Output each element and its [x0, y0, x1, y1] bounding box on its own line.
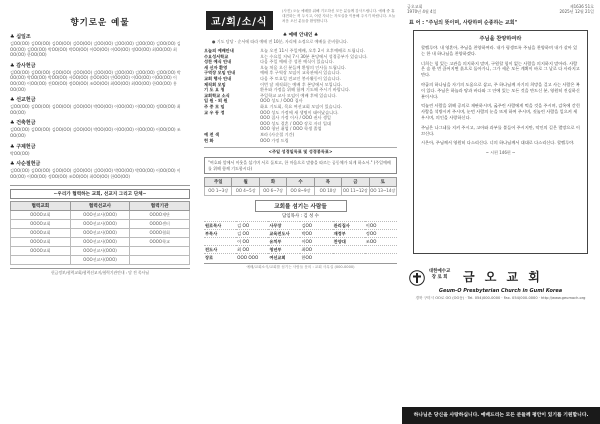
table-cell: OOO선교사(OOO) [70, 238, 130, 247]
table-cell: OOOO교회 [11, 247, 71, 256]
staff-name: 이 OO [236, 238, 268, 246]
issue-number: 제1636 51호 [569, 4, 594, 9]
staff-role: 찬양대 [333, 238, 365, 246]
schedule-reading: OO 10장 [314, 187, 341, 196]
table-cell: OOO선교사(OOO) [70, 229, 130, 238]
notice-label: 교회학교 소식 [204, 92, 230, 98]
psalm-paragraph: 시온아, 주님께서 영원히 다스리신다. 너의 하나님께서 대대로 다스리신다. 할렐루야. [421, 140, 575, 146]
notice-label: 구역장 모임 안내 [204, 70, 236, 76]
schedule-day: 화 [259, 178, 286, 187]
schedule-day: 수 [287, 178, 314, 187]
founded-date: 1970년 4월 4일 [407, 9, 437, 14]
news-footer: 예배/교회소식/교회를 섬기는 사람들 문의 : 교회 사무실 (000-0000) [204, 263, 397, 270]
offering-section [10, 96, 190, 115]
news-header-note: (사진) 오늘 예배를 위해 기도하신 모든 분들께 감사드립니다. 예배 중 휴대전화는 꺼 두시고, 어린 자녀는 자모실을 이용해 주시기 바랍니다. 오늘 처음 오신 분들을 환영합니다. [282, 9, 396, 23]
staff-table [204, 221, 397, 261]
offering-names: 김OO(OO) 김OO(OO) 김OO(OO) 김OO(OO) 김OO(OO) 박OO(OO) 박OO(OO) 이OO(OO) 이OO(OO) 이OO(OO) 정OO(OO) 조OO(OO) 최OO(OO) 한OO(OO) [10, 168, 181, 179]
staff-role: 장로 [204, 254, 236, 262]
cover-panel [402, 0, 600, 424]
notice-label: 성찬 예식 안내 [204, 59, 232, 65]
offering-names: 김OO(OO) 김OO(OO) 김OO(OO) 김OO(OO) 박OO(OO) 이OO(OO) 이OO(OO) 이OO(OO) 조OO(OO) [10, 127, 181, 138]
table-cell [130, 247, 190, 256]
schedule-text: "여호와 앞에서 이웃을 섬기며 서로 돌보고, 한 마음으로 말씀을 따르는 공동체가 되게 하소서." (주일예배를 위해 함께 기도합시다) [204, 157, 397, 174]
notice-label: 제직회 모임 [204, 81, 226, 87]
offering-sections [10, 33, 190, 179]
notice-text: 이번 달 제직회는 예배 후 본당에서 모입니다. [260, 81, 343, 87]
welcome-subtext: ● 기도 담당 - 순서에 따라 예배 전 10분, 자리에 소정으로 예배를 준비합니다. [212, 39, 349, 44]
offering-names: 박OO(OO) [10, 150, 30, 156]
staff-name: 정OO [365, 230, 397, 238]
table-row [11, 229, 190, 238]
cross-emblem-icon [409, 270, 425, 286]
notice-item [204, 138, 397, 144]
news-panel [200, 0, 400, 424]
news-header [204, 8, 397, 30]
staff-role [204, 238, 236, 246]
schedule-reading: OO 6~7장 [259, 187, 286, 196]
table-row [11, 247, 190, 256]
offering-section [10, 62, 190, 92]
table-row [204, 222, 397, 230]
notice-label: 주 중 모 임 [204, 103, 225, 109]
issue-info [407, 4, 594, 14]
schedule-reading: OO 13~14장 [369, 187, 396, 196]
staff-name: 이OO [365, 222, 397, 230]
offering-heading: ♣ 감사헌금 [10, 62, 36, 69]
staff-name: 조OO [365, 238, 397, 246]
staff-title: 교회를 섬기는 사람들 [255, 200, 347, 212]
notice-label: 오늘의 예배안내 [204, 48, 234, 53]
table-cell: OOOO교회 [11, 211, 71, 220]
offering-heading: ♣ 사순절헌금 [10, 161, 41, 168]
notice-text: OOO 청년 취업 / OOO 학생 졸업 [260, 126, 322, 132]
staff-name: 김OO [300, 222, 332, 230]
table-cell: OOO선교사(OOO) [70, 211, 130, 220]
denomination: 대한예수교 장 로 회 [429, 269, 451, 280]
notice-label: 헌 화 [204, 137, 214, 143]
notice-label: 예 전 색 [204, 131, 220, 137]
table-cell: OOO선교사(OOO) [70, 220, 130, 229]
staff-role [333, 246, 365, 254]
notice-text: OOO 가정 드림 [260, 137, 289, 143]
table-cell: OOOO협회 [130, 229, 190, 238]
staff-name: 김 OO [236, 230, 268, 238]
welcome-heading: ♣ 예배 안내인 ♣ [282, 33, 319, 38]
partners-header: 협력기관 [130, 202, 190, 211]
table-row [204, 254, 397, 262]
staff-role: 전도사 [204, 246, 236, 254]
staff-name [365, 246, 397, 254]
staff-role: 재정부 [333, 230, 365, 238]
divider [10, 185, 190, 186]
offering-heading: ♣ 건축헌금 [10, 120, 36, 127]
offering-section [10, 33, 190, 58]
schedule-day: 금 [342, 178, 369, 187]
notice-label: 교회 행사 안내 [204, 75, 232, 81]
notice-text: 주일학교 교사 모임이 예배 후에 있습니다. [260, 92, 337, 98]
news-title: 교/회/소/식 [206, 11, 273, 30]
table-cell: OOOO센터 [130, 220, 190, 229]
staff-role: 부목사 [204, 230, 236, 238]
psalm-paragraph: 너희는 힘 있는 고관을 의지하지 말며, 구원할 힘이 없는 사람을 의지하지 말아라. 사람은 숨 한 번 끊어지면 흙으로 돌아가니, 그가 세운 모든 계획이 바로 그 날로 다 사라지고 만다. [421, 60, 580, 78]
notice-text: 다음 주 토요일 전교인 봉사활동이 있습니다. [260, 75, 341, 81]
offerings-panel [0, 0, 196, 424]
table-cell [130, 256, 190, 265]
table-row [204, 246, 397, 254]
notice-text: 예배 후 구역장 모임이 교육관에서 있습니다. [260, 70, 341, 76]
notice-list [204, 48, 397, 143]
staff-role: 여선교회 [268, 254, 300, 262]
notice-label: 수요성서학교 [204, 53, 229, 59]
schedule-reading: OO 1~3장 [205, 187, 232, 196]
church-address: 경북 구미시 OO로 OO (OO동) · Tel. 054)000-0000 · Fax. 054)000-0000 · http://www.geumoch.org [415, 296, 586, 300]
table-row [11, 256, 190, 265]
offering-section [10, 119, 190, 138]
offering-heading: ♣ 십일조 [10, 34, 31, 40]
schedule-day: 주일 [205, 178, 232, 187]
table-cell: OOOO교회 [11, 238, 71, 247]
staff-role: 원로목사 [204, 222, 236, 230]
offering-names: 김OO(OO) 김OO(OO) 김OO(OO) 김OO(OO) 김OO(OO) 김OO(OO) 김OO(OO) 김OO(OO) 박OO(OO) 박OO(OO) 박OO(OO) 서OO(OO) 송OO(OO) 안OO(OO) 이OO(OO) 이OO(OO) 이OO(OO) 이OO(OO) 전OO(OO) 정OO(OO) 조OO(OO) 최OO(OO) 최OO(OO) 한OO(OO) 홍OO(OO) [10, 69, 181, 92]
offerings-title: 향기로운 예물 [70, 18, 130, 28]
notice-text: OOO 집사 가정 이사 / OOO 권사 생일 [260, 115, 331, 121]
staff-role [333, 254, 365, 262]
psalm-source: ~ 시편 146편 ~ [485, 150, 516, 156]
staff-name: OOO OOO [236, 254, 268, 262]
notice-text: 보라 (사순절 기간) [260, 131, 295, 137]
partners-table [10, 201, 190, 265]
table-row [11, 238, 190, 247]
staff-role: 청년부 [268, 246, 300, 254]
notice-text: 환우와 가정을 위해 함께 기도해 주시기 바랍니다. [260, 87, 351, 93]
table-row [11, 220, 190, 229]
church-name: 금 오 교 회 [463, 270, 543, 284]
psalm-paragraph: 억눌린 사람을 위해 공의로 재판하시며, 굶주린 사람에게 먹을 것을 주시며, 감옥에 갇힌 사람을 석방시켜 주시며, 눈먼 사람의 눈을 뜨게 하여 주시며, 짓눌린 사람을 일으켜 세우시며, 의인을 사랑하신다. [421, 103, 580, 120]
notice-text: OOO 성도 결혼 / OOO 장로 자녀 입대 [260, 120, 331, 126]
staff-name: 박OO [300, 230, 332, 238]
schedule-reading: OO 4~5장 [232, 187, 259, 196]
notice-text: OOO 성도 / OOO 집사 [260, 98, 303, 104]
staff-name: 한OO [300, 254, 332, 262]
staff-name [365, 254, 397, 262]
schedule-title: <주일 성경일독표 및 성경봉독표> [204, 147, 397, 155]
table-cell: OOOO재단 [130, 211, 190, 220]
staff-role: 관리집사 [333, 222, 365, 230]
schedule-reading: OO 11~12장 [342, 187, 369, 196]
psalm-title: 주님을 찬양하여라 [479, 36, 522, 42]
schedule-day: 토 [369, 178, 396, 187]
offering-names: 김OO(OO) 김OO(OO) 김OO(OO) 김OO(OO) 박OO(OO) 이OO(OO) 이OO(OO) 정OO(OO) 최OO(OO) [10, 104, 181, 115]
table-cell: OOOO교회 [11, 220, 71, 229]
psalm-paragraph: 야곱의 하나님을 자기의 도움으로 삼고, 주 하나님께 자기의 희망을 걸고 사는 사람은 복이 있다. 주님은 하늘과 땅과 바다와 그 안에 있는 모든 것을 만드신 분, 영원히 진실하신 분이시다. [421, 81, 580, 99]
offering-names: 김OO(OO) 김OO(OO) 김OO(OO) 김OO(OO) 김OO(OO) 김OO(OO) 김OO(OO) 김OO(OO) 김OO(OO) 김OO(OO) 박OO(OO) 박OO(OO) 이OO(OO) 이OO(OO) 정OO(OO) 최OO(OO) 최OO(OO) 한OO(OO) [10, 41, 181, 58]
table-cell: OOO선교사(OOO) [70, 256, 130, 265]
offering-section [10, 143, 190, 157]
staff-subtitle: 담임목사 : 김 성 수 [282, 214, 319, 220]
offerings-footer: 헌금정보/협력교회/협력선교지/협력기관안내 : 담 전 목사님 [10, 268, 190, 276]
staff-name: 김 OO [236, 222, 268, 230]
notice-label: 기 도 요 청 [204, 87, 225, 93]
staff-role: 유치부 [268, 238, 300, 246]
table-cell: OOOO교회 [11, 229, 71, 238]
notice-label: 새 신자 환영 [204, 64, 228, 70]
staff-name: 이OO [300, 238, 332, 246]
partners-header: 협력교회 [11, 202, 71, 211]
notice-text: 다음 주일 예배 중 성찬 예식이 있습니다. [260, 59, 335, 65]
blessing-banner: 하나님은 당신을 사랑하십니다. 예배드리는 모든 분들께 평안이 있기를 기원합니다. [402, 407, 600, 424]
psalm-paragraph: 할렐루야. 내 영혼아, 주님을 찬양하여라. 내가 평생토록 주님을 찬양하며 내가 살아 있는 한 내 하나님을 찬양하겠다. [421, 45, 578, 56]
schedule-day: 목 [314, 178, 341, 187]
church-english-name: Geum-O Presbyterian Church in Gumi Korea [438, 288, 563, 294]
table-row [204, 230, 397, 238]
notice-text: OOO 성도 가정에 새 생명이 태어났습니다. [260, 109, 339, 115]
offering-section [10, 160, 190, 179]
table-cell: OOOO학교 [130, 238, 190, 247]
notice-label: 입 원 · 퇴 원 [204, 98, 228, 104]
notice-text: 오늘 처음 오신 분들께 환영의 인사를 드립니다. [260, 64, 347, 70]
offering-heading: ♣ 구제헌금 [10, 143, 36, 150]
staff-role: 사무장 [268, 222, 300, 230]
psalm-body [421, 45, 580, 146]
table-row [204, 238, 397, 246]
psalm-box [413, 30, 588, 254]
schedule-reading: OO 8~9장 [287, 187, 314, 196]
church-motto: 표 어 : "주님의 뜻이며, 사랑하며 순종하는 교회" [409, 20, 518, 26]
table-cell [11, 256, 71, 265]
staff-name: 최OO [300, 246, 332, 254]
notice-label: 교 우 동 정 [204, 109, 225, 115]
partners-header: 협력선교사 [70, 202, 130, 211]
notice-text: 화요 기도회, 목요 여선교회 모임이 있습니다. [260, 103, 343, 109]
schedule-table [204, 177, 397, 196]
table-cell: OOO선교사(OOO) [70, 247, 130, 256]
schedule-day: 월 [232, 178, 259, 187]
notice-text: 오늘 오전 11시 주일예배, 오후 2시 오후예배로 드립니다. [260, 48, 365, 53]
offering-heading: ♣ 선교헌금 [10, 97, 36, 104]
partners-title: ~우리가 협력하는 교회, 선교지 그리고 단체~ [10, 189, 190, 199]
notice-text: 오는 수요일 저녁 7시 30분 본당에서 성경공부가 있습니다. [260, 53, 368, 59]
church-short: 금오교회 [407, 4, 423, 9]
staff-role: 교육전도사 [268, 230, 300, 238]
psalm-paragraph: 주님은 나그네를 지켜 주시고, 고아와 과부를 붙들어 주시지만, 악인의 길은 멸망으로 이끄신다. [421, 124, 580, 136]
table-row [11, 211, 190, 220]
church-identity [407, 268, 594, 324]
staff-name: 최 OO [236, 246, 268, 254]
issue-date: 2025년 12월 21일 [559, 9, 594, 14]
